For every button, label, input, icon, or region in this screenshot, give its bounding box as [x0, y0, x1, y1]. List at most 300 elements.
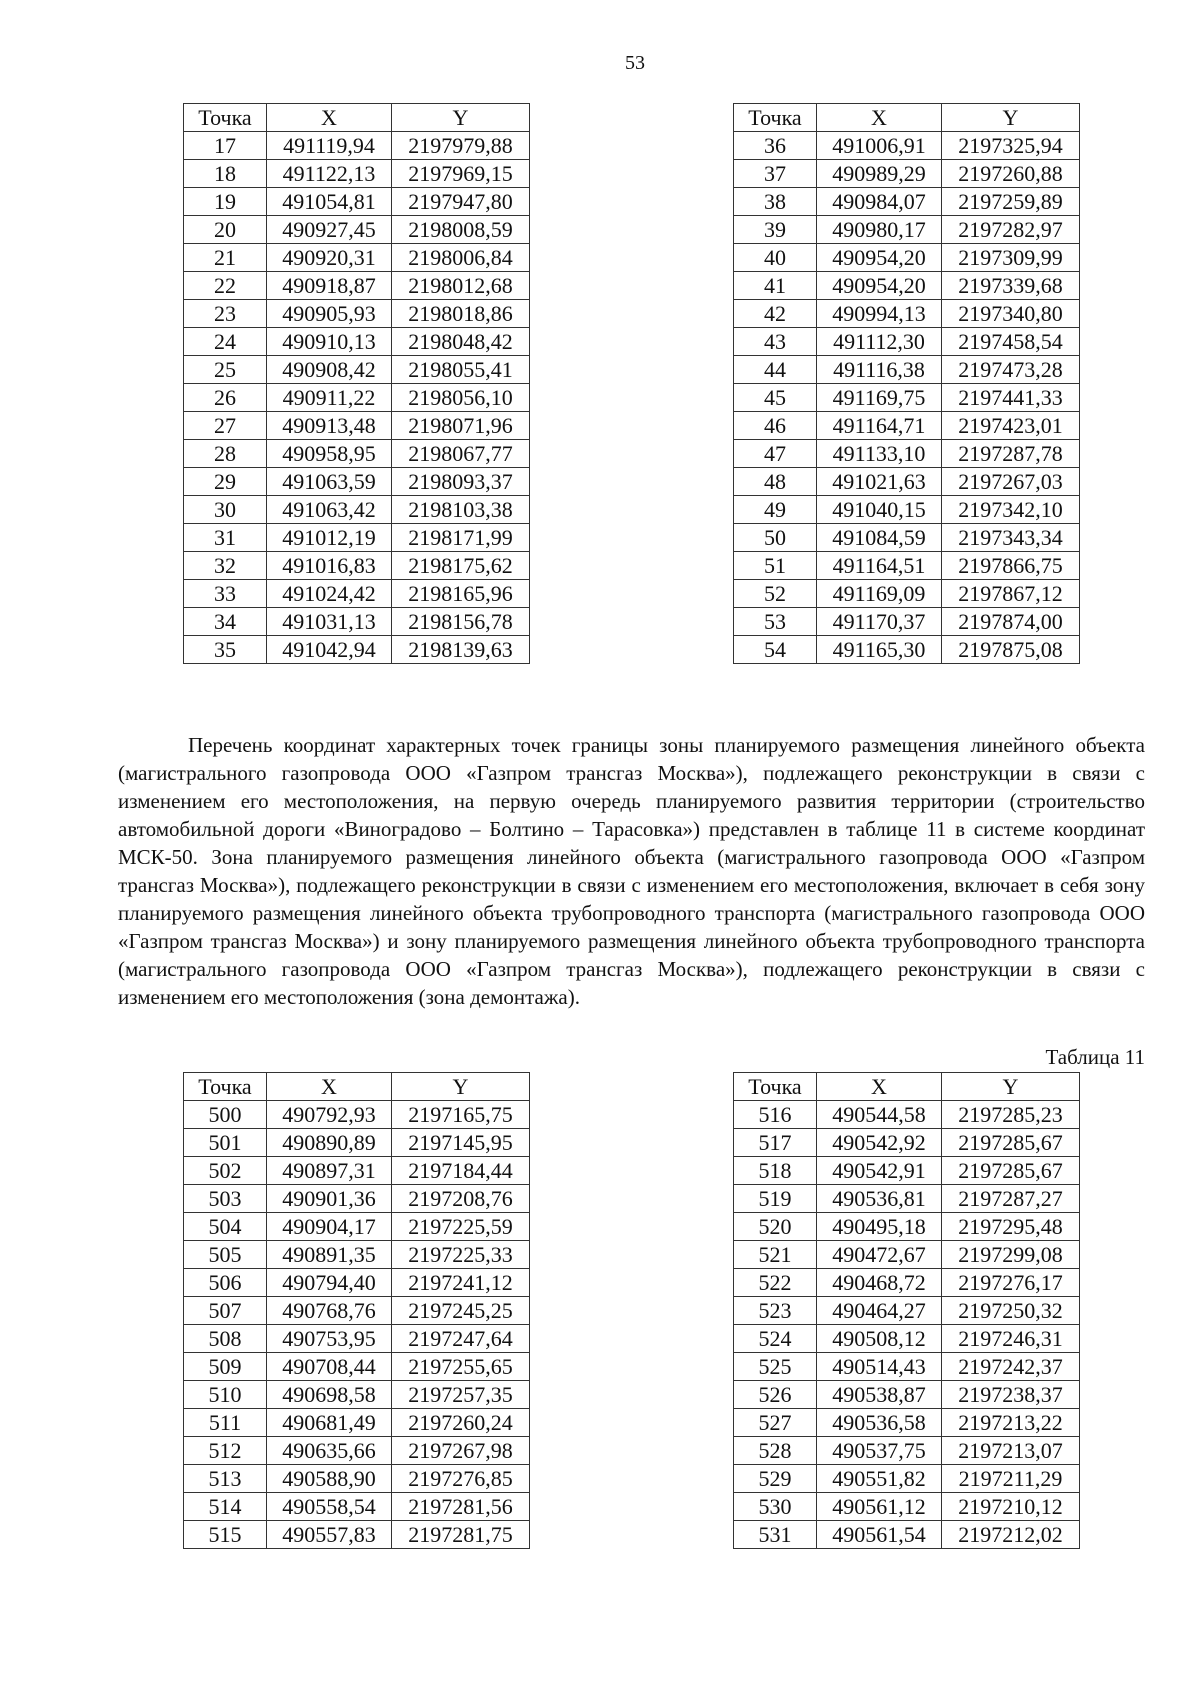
- cell-x: 491021,63: [817, 468, 942, 496]
- cell-x: 490954,20: [817, 244, 942, 272]
- cell-y: 2197245,25: [392, 1297, 530, 1325]
- table-row: [184, 328, 530, 356]
- cell-x: 491165,30: [817, 636, 942, 664]
- table-row: [734, 272, 1080, 300]
- cell-y: 2197246,31: [942, 1325, 1080, 1353]
- cell-point: 528: [734, 1437, 817, 1465]
- cell-y: 2197874,00: [942, 608, 1080, 636]
- cell-point: 521: [734, 1241, 817, 1269]
- cell-x: 490920,31: [267, 244, 392, 272]
- coordinates-table-11-left: [183, 1072, 530, 1549]
- cell-x: 490588,90: [267, 1465, 392, 1493]
- cell-x: 490794,40: [267, 1269, 392, 1297]
- cell-y: 2198171,99: [392, 524, 530, 552]
- cell-x: 490536,81: [817, 1185, 942, 1213]
- cell-x: 491170,37: [817, 608, 942, 636]
- cell-x: 490698,58: [267, 1381, 392, 1409]
- cell-x: 491133,10: [817, 440, 942, 468]
- table-row: [734, 636, 1080, 664]
- cell-y: 2197184,44: [392, 1157, 530, 1185]
- cell-x: 491169,09: [817, 580, 942, 608]
- cell-point: 41: [734, 272, 817, 300]
- cell-x: 490897,31: [267, 1157, 392, 1185]
- cell-y: 2197423,01: [942, 412, 1080, 440]
- cell-y: 2197285,67: [942, 1157, 1080, 1185]
- cell-y: 2198067,77: [392, 440, 530, 468]
- cell-x: 490901,36: [267, 1185, 392, 1213]
- cell-point: 510: [184, 1381, 267, 1409]
- cell-point: 518: [734, 1157, 817, 1185]
- table-row: [184, 636, 530, 664]
- cell-y: 2197441,33: [942, 384, 1080, 412]
- table-row: [184, 1325, 530, 1353]
- column-header-x: X: [267, 1073, 392, 1101]
- table-row: [184, 160, 530, 188]
- cell-x: 491031,13: [267, 608, 392, 636]
- cell-point: 28: [184, 440, 267, 468]
- cell-point: 38: [734, 188, 817, 216]
- cell-x: 491164,71: [817, 412, 942, 440]
- table-row: [184, 1353, 530, 1381]
- cell-y: 2197285,67: [942, 1129, 1080, 1157]
- cell-point: 31: [184, 524, 267, 552]
- coordinates-table-1: [183, 103, 530, 664]
- table-row: [734, 496, 1080, 524]
- cell-x: 490561,54: [817, 1521, 942, 1549]
- table-row: [734, 216, 1080, 244]
- cell-point: 522: [734, 1269, 817, 1297]
- table-row: [184, 1465, 530, 1493]
- table-row: [734, 608, 1080, 636]
- table-row: [734, 1381, 1080, 1409]
- cell-y: 2198055,41: [392, 356, 530, 384]
- cell-y: 2198071,96: [392, 412, 530, 440]
- cell-y: 2198006,84: [392, 244, 530, 272]
- table-row: [184, 300, 530, 328]
- cell-x: 490558,54: [267, 1493, 392, 1521]
- cell-point: 501: [184, 1129, 267, 1157]
- cell-x: 490635,66: [267, 1437, 392, 1465]
- cell-y: 2197285,23: [942, 1101, 1080, 1129]
- cell-y: 2197211,29: [942, 1465, 1080, 1493]
- cell-y: 2197259,89: [942, 188, 1080, 216]
- table-row: [734, 1521, 1080, 1549]
- cell-point: 21: [184, 244, 267, 272]
- table-row: [734, 1325, 1080, 1353]
- coordinates-table-2: [733, 103, 1080, 664]
- table-row: [184, 1157, 530, 1185]
- table-row: [184, 1297, 530, 1325]
- cell-y: 2198175,62: [392, 552, 530, 580]
- cell-x: 490495,18: [817, 1213, 942, 1241]
- table-row: [184, 272, 530, 300]
- body-paragraph: Перечень координат характерных точек границы зоны планируемого размещения линейного объекта (магистрального газопровода ООО «Газпром трансгаз Москва»), подлежащего реконструкции в связи с изменением его местоположения, на первую очередь планируемого развития территории (строительство автомобильной дороги «Виноградово – Болтино – Тарасовка») представлен в таблице 11 в системе координат МСК-50. Зона планируемого размещения линейного объекта (магистрального газопровода ООО «Газпром трансгаз Москва»), подлежащего реконструкции в связи с изменением его местоположения, включает в себя зону планируемого размещения линейного объекта трубопроводного транспорта (магистрального газопровода ООО «Газпром трансгаз Москва») и зону планируемого размещения линейного объекта трубопроводного транспорта (магистрального газопровода ООО «Газпром трансгаз Москва»), подлежащего реконструкции в связи с изменением его местоположения (зона демонтажа).: [118, 733, 1145, 1009]
- cell-point: 514: [184, 1493, 267, 1521]
- cell-point: 504: [184, 1213, 267, 1241]
- cell-y: 2197287,78: [942, 440, 1080, 468]
- cell-x: 491116,38: [817, 356, 942, 384]
- cell-point: 523: [734, 1297, 817, 1325]
- cell-x: 491084,59: [817, 524, 942, 552]
- cell-x: 490464,27: [817, 1297, 942, 1325]
- cell-y: 2198093,37: [392, 468, 530, 496]
- table-row: [184, 468, 530, 496]
- cell-x: 490984,07: [817, 188, 942, 216]
- cell-x: 490792,93: [267, 1101, 392, 1129]
- cell-y: 2197309,99: [942, 244, 1080, 272]
- cell-y: 2197238,37: [942, 1381, 1080, 1409]
- cell-point: 48: [734, 468, 817, 496]
- cell-y: 2197242,37: [942, 1353, 1080, 1381]
- table-row: [734, 300, 1080, 328]
- cell-y: 2198103,38: [392, 496, 530, 524]
- column-header-point: Точка: [734, 104, 817, 132]
- cell-x: 491169,75: [817, 384, 942, 412]
- cell-point: 524: [734, 1325, 817, 1353]
- page-number: 53: [625, 52, 645, 74]
- cell-point: 40: [734, 244, 817, 272]
- cell-y: 2197287,27: [942, 1185, 1080, 1213]
- cell-x: 490551,82: [817, 1465, 942, 1493]
- cell-y: 2197340,80: [942, 300, 1080, 328]
- cell-y: 2197260,88: [942, 160, 1080, 188]
- cell-y: 2197260,24: [392, 1409, 530, 1437]
- cell-y: 2198139,63: [392, 636, 530, 664]
- cell-y: 2198056,10: [392, 384, 530, 412]
- cell-point: 45: [734, 384, 817, 412]
- cell-y: 2197247,64: [392, 1325, 530, 1353]
- table-row: [734, 384, 1080, 412]
- table-header-row: [184, 104, 530, 132]
- cell-point: 52: [734, 580, 817, 608]
- cell-point: 46: [734, 412, 817, 440]
- cell-point: 505: [184, 1241, 267, 1269]
- table-caption: Таблица 11: [1045, 1045, 1145, 1069]
- table-header-row: [734, 1073, 1080, 1101]
- cell-x: 490472,67: [817, 1241, 942, 1269]
- cell-point: 529: [734, 1465, 817, 1493]
- table-row: [734, 1353, 1080, 1381]
- cell-x: 490536,58: [817, 1409, 942, 1437]
- cell-point: 42: [734, 300, 817, 328]
- table-row: [734, 160, 1080, 188]
- table-row: [184, 1521, 530, 1549]
- cell-x: 490768,76: [267, 1297, 392, 1325]
- table-row: [184, 608, 530, 636]
- cell-y: 2197276,17: [942, 1269, 1080, 1297]
- cell-x: 491122,13: [267, 160, 392, 188]
- cell-point: 20: [184, 216, 267, 244]
- column-header-point: Точка: [184, 104, 267, 132]
- table-row: [734, 188, 1080, 216]
- cell-y: 2197208,76: [392, 1185, 530, 1213]
- table-header-row: [734, 104, 1080, 132]
- cell-x: 491054,81: [267, 188, 392, 216]
- table-row: [184, 1493, 530, 1521]
- cell-y: 2197969,15: [392, 160, 530, 188]
- cell-y: 2197267,03: [942, 468, 1080, 496]
- table-row: [184, 1269, 530, 1297]
- table-row: [734, 1297, 1080, 1325]
- cell-y: 2197325,94: [942, 132, 1080, 160]
- column-header-y: Y: [392, 104, 530, 132]
- cell-y: 2198008,59: [392, 216, 530, 244]
- cell-point: 37: [734, 160, 817, 188]
- cell-point: 24: [184, 328, 267, 356]
- cell-x: 491112,30: [817, 328, 942, 356]
- cell-y: 2197979,88: [392, 132, 530, 160]
- cell-point: 22: [184, 272, 267, 300]
- cell-x: 490994,13: [817, 300, 942, 328]
- cell-x: 490468,72: [817, 1269, 942, 1297]
- cell-x: 490954,20: [817, 272, 942, 300]
- cell-x: 490958,95: [267, 440, 392, 468]
- table-row: [734, 1213, 1080, 1241]
- table-row: [184, 216, 530, 244]
- cell-point: 527: [734, 1409, 817, 1437]
- cell-y: 2197875,08: [942, 636, 1080, 664]
- cell-point: 54: [734, 636, 817, 664]
- cell-point: 511: [184, 1409, 267, 1437]
- cell-x: 490542,91: [817, 1157, 942, 1185]
- table-row: [184, 1213, 530, 1241]
- table-row: [734, 1241, 1080, 1269]
- cell-point: 43: [734, 328, 817, 356]
- cell-point: 500: [184, 1101, 267, 1129]
- cell-point: 520: [734, 1213, 817, 1241]
- cell-point: 531: [734, 1521, 817, 1549]
- cell-point: 502: [184, 1157, 267, 1185]
- cell-x: 491012,19: [267, 524, 392, 552]
- cell-y: 2197299,08: [942, 1241, 1080, 1269]
- cell-y: 2197241,12: [392, 1269, 530, 1297]
- table-row: [734, 1101, 1080, 1129]
- cell-y: 2197267,98: [392, 1437, 530, 1465]
- cell-point: 515: [184, 1521, 267, 1549]
- cell-point: 36: [734, 132, 817, 160]
- cell-y: 2197947,80: [392, 188, 530, 216]
- cell-point: 29: [184, 468, 267, 496]
- table-row: [734, 1493, 1080, 1521]
- table-row: [184, 188, 530, 216]
- cell-point: 503: [184, 1185, 267, 1213]
- cell-point: 513: [184, 1465, 267, 1493]
- cell-y: 2197342,10: [942, 496, 1080, 524]
- cell-y: 2197250,32: [942, 1297, 1080, 1325]
- column-header-x: X: [817, 1073, 942, 1101]
- cell-point: 35: [184, 636, 267, 664]
- table-row: [184, 1381, 530, 1409]
- cell-y: 2197867,12: [942, 580, 1080, 608]
- table-row: [734, 468, 1080, 496]
- cell-x: 490542,92: [817, 1129, 942, 1157]
- cell-point: 526: [734, 1381, 817, 1409]
- cell-y: 2197213,07: [942, 1437, 1080, 1465]
- table-row: [184, 440, 530, 468]
- cell-y: 2197343,34: [942, 524, 1080, 552]
- table-row: [184, 1101, 530, 1129]
- cell-y: 2197282,97: [942, 216, 1080, 244]
- cell-y: 2197145,95: [392, 1129, 530, 1157]
- cell-point: 39: [734, 216, 817, 244]
- cell-point: 50: [734, 524, 817, 552]
- cell-y: 2197212,02: [942, 1521, 1080, 1549]
- table-row: [184, 356, 530, 384]
- cell-x: 490544,58: [817, 1101, 942, 1129]
- table-row: [184, 132, 530, 160]
- table-row: [734, 580, 1080, 608]
- cell-y: 2198048,42: [392, 328, 530, 356]
- cell-y: 2197339,68: [942, 272, 1080, 300]
- column-header-point: Точка: [734, 1073, 817, 1101]
- cell-point: 51: [734, 552, 817, 580]
- cell-x: 491016,83: [267, 552, 392, 580]
- cell-point: 18: [184, 160, 267, 188]
- cell-x: 491006,91: [817, 132, 942, 160]
- table-row: [734, 356, 1080, 384]
- column-header-y: Y: [392, 1073, 530, 1101]
- cell-point: 53: [734, 608, 817, 636]
- cell-point: 507: [184, 1297, 267, 1325]
- cell-x: 491164,51: [817, 552, 942, 580]
- table-row: [184, 412, 530, 440]
- column-header-x: X: [267, 104, 392, 132]
- cell-point: 23: [184, 300, 267, 328]
- cell-x: 490753,95: [267, 1325, 392, 1353]
- cell-x: 490708,44: [267, 1353, 392, 1381]
- cell-y: 2198156,78: [392, 608, 530, 636]
- cell-x: 490514,43: [817, 1353, 942, 1381]
- cell-x: 490557,83: [267, 1521, 392, 1549]
- table-row: [734, 1465, 1080, 1493]
- cell-point: 26: [184, 384, 267, 412]
- cell-point: 47: [734, 440, 817, 468]
- cell-x: 490890,89: [267, 1129, 392, 1157]
- cell-y: 2198018,86: [392, 300, 530, 328]
- cell-x: 490508,12: [817, 1325, 942, 1353]
- cell-x: 490989,29: [817, 160, 942, 188]
- cell-y: 2198012,68: [392, 272, 530, 300]
- cell-x: 491063,59: [267, 468, 392, 496]
- table-row: [184, 384, 530, 412]
- cell-y: 2198165,96: [392, 580, 530, 608]
- cell-y: 2197225,33: [392, 1241, 530, 1269]
- cell-x: 491042,94: [267, 636, 392, 664]
- table-row: [734, 244, 1080, 272]
- cell-point: 512: [184, 1437, 267, 1465]
- cell-point: 32: [184, 552, 267, 580]
- cell-point: 516: [734, 1101, 817, 1129]
- cell-point: 34: [184, 608, 267, 636]
- table-row: [184, 496, 530, 524]
- cell-point: 506: [184, 1269, 267, 1297]
- cell-y: 2197165,75: [392, 1101, 530, 1129]
- cell-x: 490537,75: [817, 1437, 942, 1465]
- cell-x: 490980,17: [817, 216, 942, 244]
- cell-point: 530: [734, 1493, 817, 1521]
- cell-point: 30: [184, 496, 267, 524]
- column-header-point: Точка: [184, 1073, 267, 1101]
- cell-y: 2197255,65: [392, 1353, 530, 1381]
- cell-y: 2197257,35: [392, 1381, 530, 1409]
- table-row: [184, 580, 530, 608]
- table-row: [184, 1241, 530, 1269]
- cell-point: 25: [184, 356, 267, 384]
- cell-point: 49: [734, 496, 817, 524]
- column-header-y: Y: [942, 104, 1080, 132]
- cell-x: 491063,42: [267, 496, 392, 524]
- table-row: [184, 1437, 530, 1465]
- cell-x: 490911,22: [267, 384, 392, 412]
- table-row: [184, 552, 530, 580]
- coordinates-table-11-right: [733, 1072, 1080, 1549]
- cell-y: 2197866,75: [942, 552, 1080, 580]
- cell-x: 491119,94: [267, 132, 392, 160]
- cell-y: 2197225,59: [392, 1213, 530, 1241]
- cell-x: 490538,87: [817, 1381, 942, 1409]
- table-row: [184, 1185, 530, 1213]
- table-row: [184, 1129, 530, 1157]
- cell-point: 509: [184, 1353, 267, 1381]
- table-header-row: [184, 1073, 530, 1101]
- table-row: [184, 524, 530, 552]
- cell-y: 2197295,48: [942, 1213, 1080, 1241]
- table-row: [734, 1409, 1080, 1437]
- cell-x: 490927,45: [267, 216, 392, 244]
- cell-point: 27: [184, 412, 267, 440]
- cell-x: 490918,87: [267, 272, 392, 300]
- cell-y: 2197473,28: [942, 356, 1080, 384]
- cell-x: 490910,13: [267, 328, 392, 356]
- cell-x: 490908,42: [267, 356, 392, 384]
- cell-point: 508: [184, 1325, 267, 1353]
- cell-x: 491040,15: [817, 496, 942, 524]
- cell-point: 517: [734, 1129, 817, 1157]
- cell-y: 2197281,75: [392, 1521, 530, 1549]
- cell-y: 2197276,85: [392, 1465, 530, 1493]
- cell-point: 44: [734, 356, 817, 384]
- table-row: [734, 1269, 1080, 1297]
- cell-x: 490904,17: [267, 1213, 392, 1241]
- cell-x: 490681,49: [267, 1409, 392, 1437]
- cell-x: 490905,93: [267, 300, 392, 328]
- table-row: [734, 440, 1080, 468]
- table-row: [734, 412, 1080, 440]
- cell-x: 490913,48: [267, 412, 392, 440]
- cell-x: 490891,35: [267, 1241, 392, 1269]
- cell-point: 17: [184, 132, 267, 160]
- cell-point: 33: [184, 580, 267, 608]
- cell-point: 519: [734, 1185, 817, 1213]
- table-row: [184, 1409, 530, 1437]
- table-row: [734, 1157, 1080, 1185]
- cell-y: 2197458,54: [942, 328, 1080, 356]
- table-row: [734, 1437, 1080, 1465]
- cell-point: 19: [184, 188, 267, 216]
- table-row: [734, 1129, 1080, 1157]
- cell-x: 491024,42: [267, 580, 392, 608]
- table-row: [734, 552, 1080, 580]
- cell-y: 2197210,12: [942, 1493, 1080, 1521]
- table-row: [734, 132, 1080, 160]
- table-row: [184, 244, 530, 272]
- column-header-y: Y: [942, 1073, 1080, 1101]
- cell-point: 525: [734, 1353, 817, 1381]
- table-row: [734, 328, 1080, 356]
- cell-y: 2197213,22: [942, 1409, 1080, 1437]
- column-header-x: X: [817, 104, 942, 132]
- cell-y: 2197281,56: [392, 1493, 530, 1521]
